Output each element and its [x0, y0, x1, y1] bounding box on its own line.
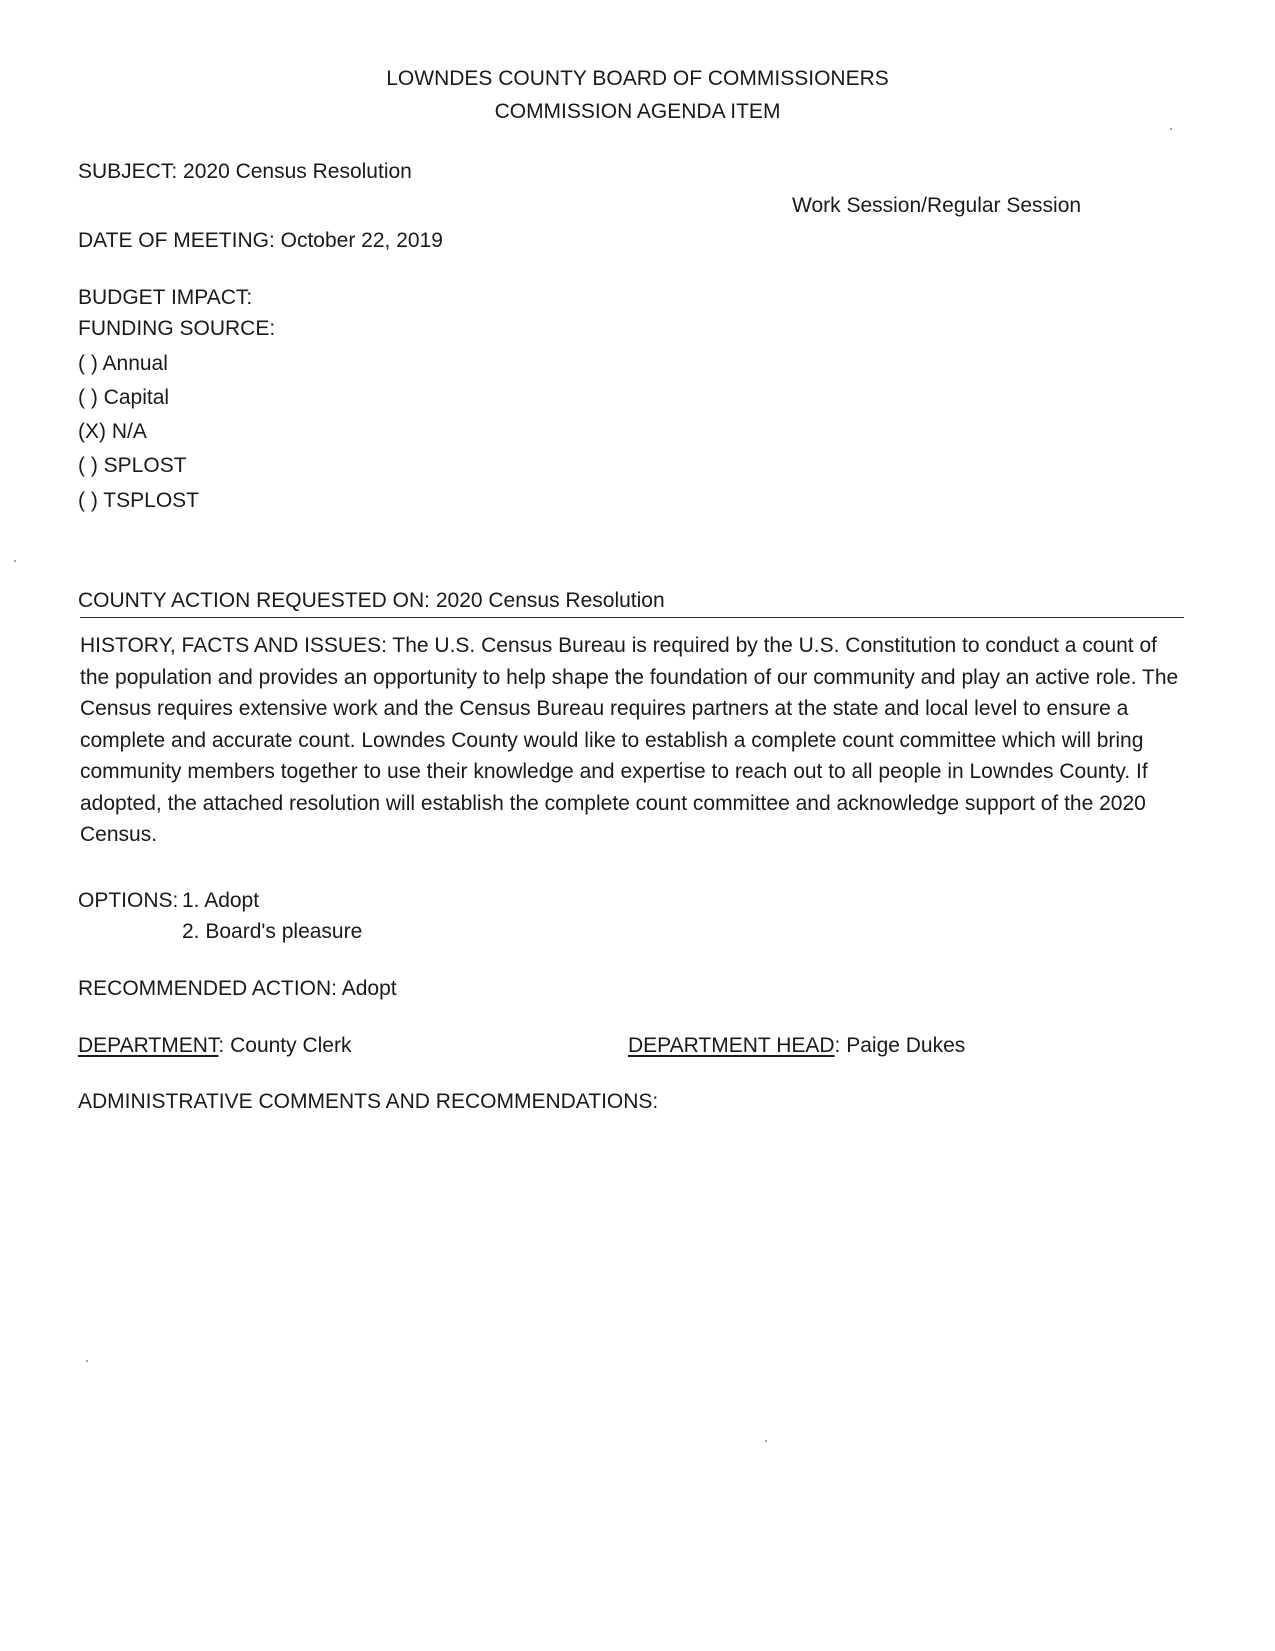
admin-comments-label: ADMINISTRATIVE COMMENTS AND RECOMMENDATIONS: [78, 1090, 659, 1113]
county-action-value: 2020 Census Resolution [435, 589, 665, 612]
funding-option-annual [78, 351, 168, 377]
subject-value: 2020 Census Resolution [183, 160, 412, 183]
meeting-date-label: DATE OF MEETING: [78, 229, 275, 252]
session-type: Work Session/Regular Session [792, 194, 1082, 217]
department-line: DEPARTMENT: County Clerk [78, 1034, 352, 1057]
subject-line [78, 159, 412, 185]
history-text: The U.S. Census Bureau is required by the U.S. Constitution to conduct a count of the population and provides an opportunity to help shape the foundation of our community and play an active role. The Census requires extensive work and the Census Bureau requires partners at the state and local level to ensure a complete and accurate count. Lowndes County would like to establish a complete count committee which will bring community members together to use their knowledge and expertise to reach out to all people in Lowndes County. If adopted, the attached resolution will establish the complete count committee and acknowledge support of the 2020 Census. [80, 634, 1179, 846]
funding-option-mark: ( ) [78, 386, 98, 409]
scan-speck [765, 1440, 767, 1442]
option-item: 2. Board's pleasure [182, 920, 363, 943]
recommended-action-label: RECOMMENDED ACTION: [78, 977, 338, 1000]
option-item: 1. Adopt [182, 889, 260, 912]
department-head-line: DEPARTMENT HEAD: Paige Dukes [628, 1034, 966, 1057]
funding-option-tsplost [78, 488, 199, 514]
funding-option-mark: ( ) [78, 489, 98, 512]
history-paragraph [80, 630, 1180, 851]
header-title: LOWNDES COUNTY BOARD OF COMMISSIONERS [386, 67, 889, 90]
recommended-action-line [78, 976, 397, 1002]
funding-option-label: N/A [111, 420, 147, 443]
scan-speck [14, 560, 16, 562]
options-label: OPTIONS: [78, 889, 179, 912]
funding-option-label: Annual [102, 352, 168, 375]
funding-option-label: TSPLOST [103, 489, 199, 512]
department-label: DEPARTMENT [78, 1034, 219, 1057]
scan-speck [86, 1360, 88, 1362]
county-action-label: COUNTY ACTION REQUESTED ON: [78, 589, 430, 612]
department-head-value: Paige Dukes [846, 1034, 966, 1057]
funding-source-label: FUNDING SOURCE: [78, 317, 276, 340]
county-action-line [78, 588, 665, 614]
funding-option-capital [78, 385, 169, 411]
funding-option-label: SPLOST [103, 454, 187, 477]
funding-option-mark: (X) [78, 420, 106, 443]
subject-label: SUBJECT: [78, 160, 178, 183]
department-head-label: DEPARTMENT HEAD [628, 1034, 835, 1057]
recommended-action-value: Adopt [341, 977, 397, 1000]
scan-speck [1170, 128, 1172, 130]
budget-impact-label: BUDGET IMPACT: [78, 286, 253, 309]
meeting-date-value: October 22, 2019 [280, 229, 443, 252]
section-divider [80, 617, 1184, 618]
history-label: HISTORY, FACTS AND ISSUES: [80, 634, 387, 657]
funding-option-splost [78, 453, 187, 479]
department-value: County Clerk [230, 1034, 352, 1057]
header-subtitle: COMMISSION AGENDA ITEM [494, 100, 781, 123]
funding-option-na [78, 419, 147, 445]
funding-option-mark: ( ) [78, 454, 98, 477]
funding-option-label: Capital [103, 386, 170, 409]
meeting-date-line [78, 228, 443, 254]
funding-option-mark: ( ) [78, 352, 98, 375]
